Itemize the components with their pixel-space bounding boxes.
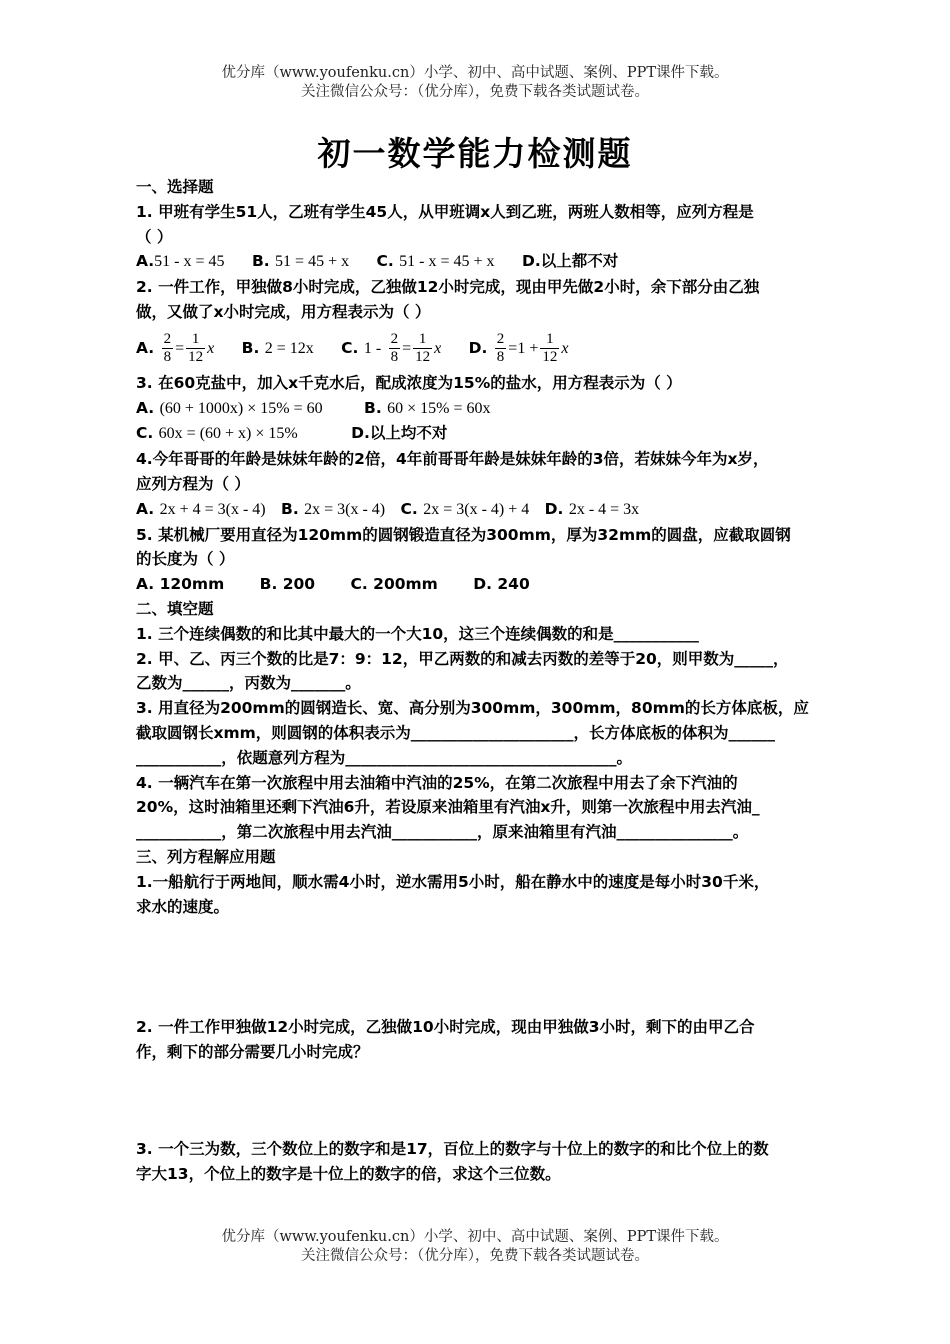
q5-option-d: D. 240 — [473, 575, 530, 594]
footer-line-2: 关注微信公众号：（优分库），免费下载各类试题试卷。 — [301, 1248, 649, 1264]
q5-text-2: 的长度为（ ） — [136, 550, 235, 569]
page-title: 初一数学能力检测题 — [317, 134, 633, 173]
fill-q4-line2: 20%，这时油箱里还剩下汽油6升，若设原来油箱里有汽油x升，则第一次旅程中用去汽油_ — [136, 798, 760, 817]
answer-space — [136, 919, 818, 1015]
q3-options-ab — [136, 396, 818, 422]
section-heading-fill: 二、填空题 — [136, 599, 214, 618]
q2-text: 2. 一件工作，甲独做8小时完成，乙独做12小时完成，现由甲先做2小时，余下部分由乙独 — [136, 278, 760, 297]
q2-option-b: B. 2 = 12x — [241, 338, 314, 357]
word-q2-line1: 2. 一件工作甲独做12小时完成，乙独做10小时完成，现由甲独做3小时，剩下的由甲乙合 — [136, 1018, 755, 1037]
q3-option-d: D.以上均不对 — [351, 424, 448, 443]
fill-q3-line1: 3. 用直径为200mm的圆钢造长、宽、高分别为300mm，300mm，80mm的长方体底板，应 — [136, 699, 809, 718]
footer-line-1: 优分库（www.youfenku.cn）小学、初中、高中试题、案例、PPT课件下载。 — [221, 1229, 729, 1245]
fraction: $\frac{1}{12}$ — [415, 330, 431, 365]
q4-option-b: B. 2x = 3(x - 4) — [281, 499, 386, 518]
q2-text-2: 做，又做了x小时完成，用方程表示为（ ） — [136, 302, 431, 321]
q2-option-a: A. $\frac{2}{8}$ = $\frac{1}{12}$ x — [136, 330, 215, 365]
fill-q4-line3: ___________，第二次旅程中用去汽油___________，原来油箱里有汽油_______________。 — [136, 823, 749, 842]
fraction: $\frac{1}{12}$ — [188, 330, 204, 365]
q1-text: 1. 甲班有学生51人，乙班有学生45人，从甲班调x人到乙班，两班人数相等，应列方程是 — [136, 202, 754, 221]
fill-q2-line2: 乙数为______，丙数为_______。 — [136, 674, 361, 693]
q3-text: 3. 在60克盐中，加入x千克水后，配成浓度为15%的盐水，用方程表示为（ ） — [136, 373, 682, 392]
q5-text: 5. 某机械厂要用直径为120mm的圆钢锻造直径为300mm，厚为32mm的圆盘，应截取圆钢 — [136, 525, 791, 544]
word-q3-line1: 3. 一个三为数，三个数位上的数字和是17，百位上的数字与十位上的数字的和比个位上的数 — [136, 1139, 769, 1158]
header-line-2: 关注微信公众号：（优分库），免费下载各类试题试卷。 — [301, 84, 649, 100]
q3-options-cd — [136, 421, 818, 447]
q2-option-d: D. $\frac{2}{8}$ =1 + $\frac{1}{12}$ x — [468, 330, 569, 365]
q1-bracket: （ ） — [136, 227, 173, 246]
q3-option-b: B. 60 × 15% = 60x — [364, 398, 491, 417]
q4-text: 4.今年哥哥的年龄是妹妹年龄的2倍，4年前哥哥年龄是妹妹年龄的3倍，若妹妹今年为x岁， — [136, 450, 769, 469]
page-footer — [0, 1228, 950, 1266]
word-q1-line1: 1.一船航行于两地间，顺水需4小时，逆水需用5小时，船在静水中的速度是每小时30千米， — [136, 872, 770, 891]
q5-options — [136, 572, 818, 597]
q1-options — [136, 249, 818, 275]
fraction: $\frac{2}{8}$ — [163, 330, 172, 365]
fraction: $\frac{2}{8}$ — [390, 330, 399, 365]
q3-option-a: A. (60 + 1000x) × 15% = 60 — [136, 398, 323, 417]
q1-option-b: B. 51 = 45 + x — [251, 252, 350, 271]
fill-q3-line3: ___________，依题意列方程为___________________________________。 — [136, 748, 633, 767]
fill-q3-line2: 截取圆钢长xmm，则圆钢的体积表示为_____________________，长方体底板的体积为______ — [136, 723, 776, 742]
q2-option-c: C. 1 - $\frac{2}{8}$ = $\frac{1}{12}$ x — [341, 330, 442, 365]
word-q3-line2: 字大13，个位上的数字是十位上的数字的倍，求这个三位数。 — [136, 1164, 561, 1183]
q5-option-c: C. 200mm — [350, 575, 438, 594]
q4-option-a: A. 2x + 4 = 3(x - 4) — [136, 499, 266, 518]
word-q2-line2: 作，剩下的部分需要几小时完成？ — [136, 1043, 369, 1062]
exam-content — [136, 175, 818, 1187]
header-line-1: 优分库（www.youfenku.cn）小学、初中、高中试题、案例、PPT课件下载。 — [221, 65, 729, 81]
q1-option-d: D.以上都不对 — [521, 252, 619, 271]
q5-option-b: B. 200 — [259, 575, 316, 594]
q2-options — [136, 325, 818, 371]
q3-option-c: C. 60x = (60 + x) × 15% — [136, 424, 298, 443]
page-header — [0, 64, 950, 102]
section-heading-choice: 一、选择题 — [136, 178, 214, 196]
fill-q1: 1. 三个连续偶数的和比其中最大的一个大10，这三个连续偶数的和是___________ — [136, 624, 699, 643]
fill-q2-line1: 2. 甲、乙、丙三个数的比是7：9：12，甲乙两数的和减去丙数的差等于20，则甲数为_____， — [136, 649, 789, 668]
q1-option-a: A.51 - x = 45 — [136, 252, 225, 271]
word-q1-line2: 求水的速度。 — [136, 897, 230, 916]
answer-space — [136, 1065, 818, 1137]
q4-option-d: D. 2x - 4 = 3x — [544, 499, 640, 518]
q4-option-c: C. 2x = 3(x - 4) + 4 — [400, 499, 530, 518]
q1-option-c: C. 51 - x = 45 + x — [376, 252, 495, 271]
fill-q4-line1: 4. 一辆汽车在第一次旅程中用去油箱中汽油的25%，在第二次旅程中用去了余下汽油的 — [136, 773, 738, 792]
section-heading-word-problems: 三、列方程解应用题 — [136, 847, 276, 866]
q4-options — [136, 497, 818, 523]
fraction: $\frac{2}{8}$ — [496, 330, 505, 365]
q5-option-a: A. 120mm — [136, 575, 225, 594]
fraction: $\frac{1}{12}$ — [542, 330, 558, 365]
q4-text-2: 应列方程为（ ） — [136, 474, 250, 493]
